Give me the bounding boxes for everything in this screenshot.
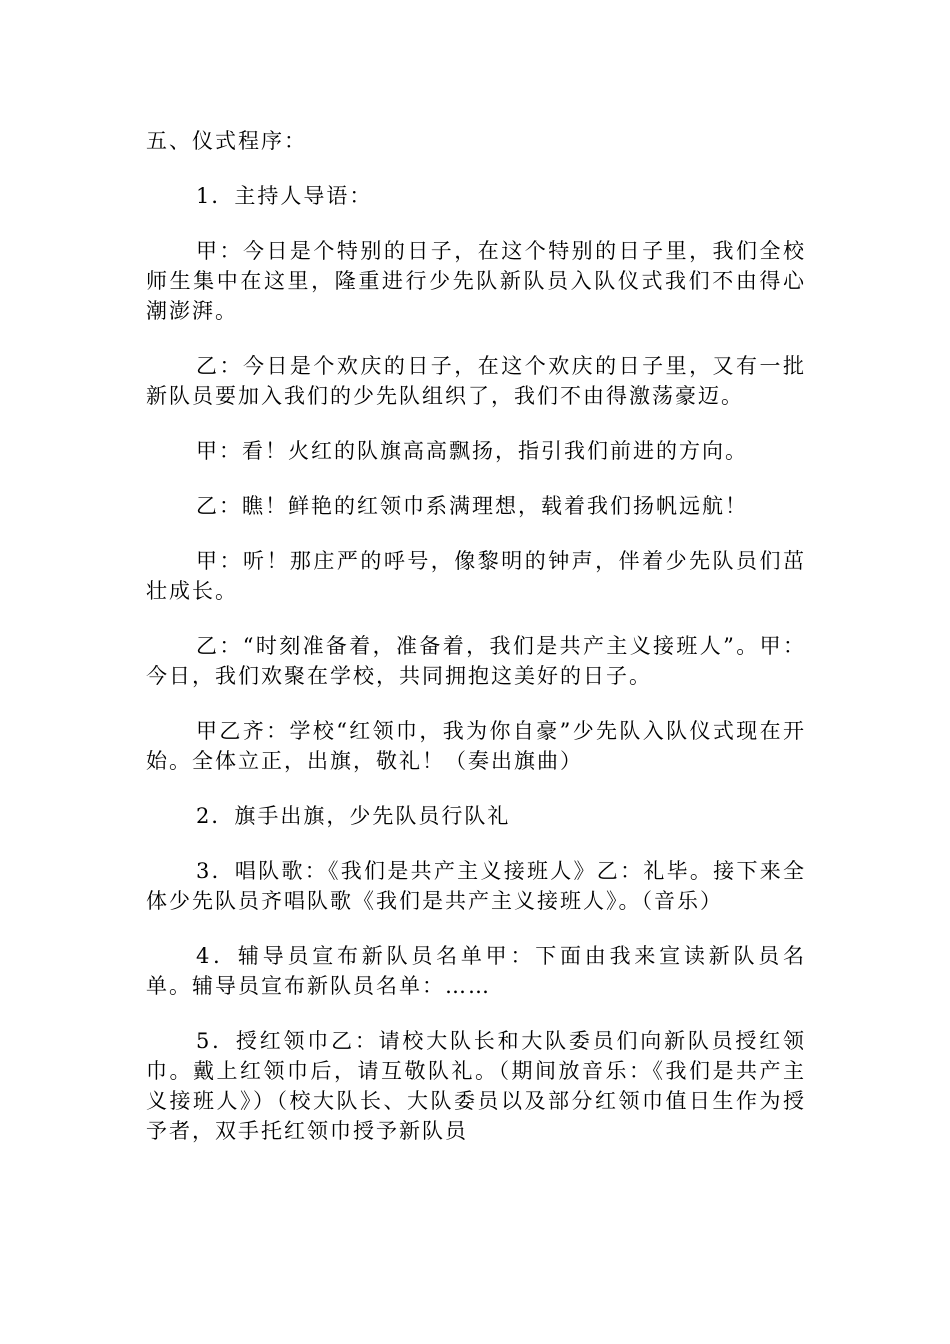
paragraph-host-b-3: 乙：“时刻准备着，准备着，我们是共产主义接班人”。甲：今日，我们欢聚在学校，共同拥抱这美好的日子。 — [146, 634, 806, 688]
paragraph-host-a-3: 甲：听！那庄严的呼号，像黎明的钟声，伴着少先队员们茁壮成长。 — [146, 549, 806, 603]
paragraph-host-b-2: 乙：瞧！鲜艳的红领巾系满理想，载着我们扬帆远航！ — [196, 494, 748, 518]
document-body — [146, 126, 806, 1171]
paragraph-step-5: 5．授红领巾乙：请校大队长和大队委员们向新队员授红领巾。戴上红领巾后，请互敬队礼。（期间放音乐：《我们是共产主义接班人》）（校大队长、大队委员以及部分红领巾值日生作为授予者，双手托红领巾授予新队员 — [146, 1029, 806, 1143]
paragraph-host-intro-heading: 1．主持人导语： — [196, 184, 373, 208]
paragraph-step-4: 4．辅导员宣布新队员名单甲：下面由我来宣读新队员名单。辅导员宣布新队员名单：…… — [146, 944, 806, 998]
paragraph-hosts-together: 甲乙齐：学校“红领巾，我为你自豪”少先队入队仪式现在开始。全体立正，出旗，敬礼！（奏出旗曲） — [146, 719, 806, 773]
paragraph-host-a-2: 甲：看！火红的队旗高高飘扬，指引我们前进的方向。 — [196, 439, 748, 463]
section-heading: 五、仪式程序： — [146, 129, 307, 153]
paragraph-step-2: 2．旗手出旗，少先队员行队礼 — [196, 804, 511, 828]
paragraph-host-b-1: 乙：今日是个欢庆的日子，在这个欢庆的日子里，又有一批新队员要加入我们的少先队组织了，我们不由得激荡豪迈。 — [146, 354, 806, 408]
paragraph-step-3: 3．唱队歌：《我们是共产主义接班人》乙：礼毕。接下来全体少先队员齐唱队歌《我们是共产主义接班人》。（音乐） — [146, 859, 806, 913]
paragraph-host-a-1: 甲：今日是个特别的日子，在这个特别的日子里，我们全校师生集中在这里，隆重进行少先队新队员入队仪式我们不由得心潮澎湃。 — [146, 239, 806, 323]
